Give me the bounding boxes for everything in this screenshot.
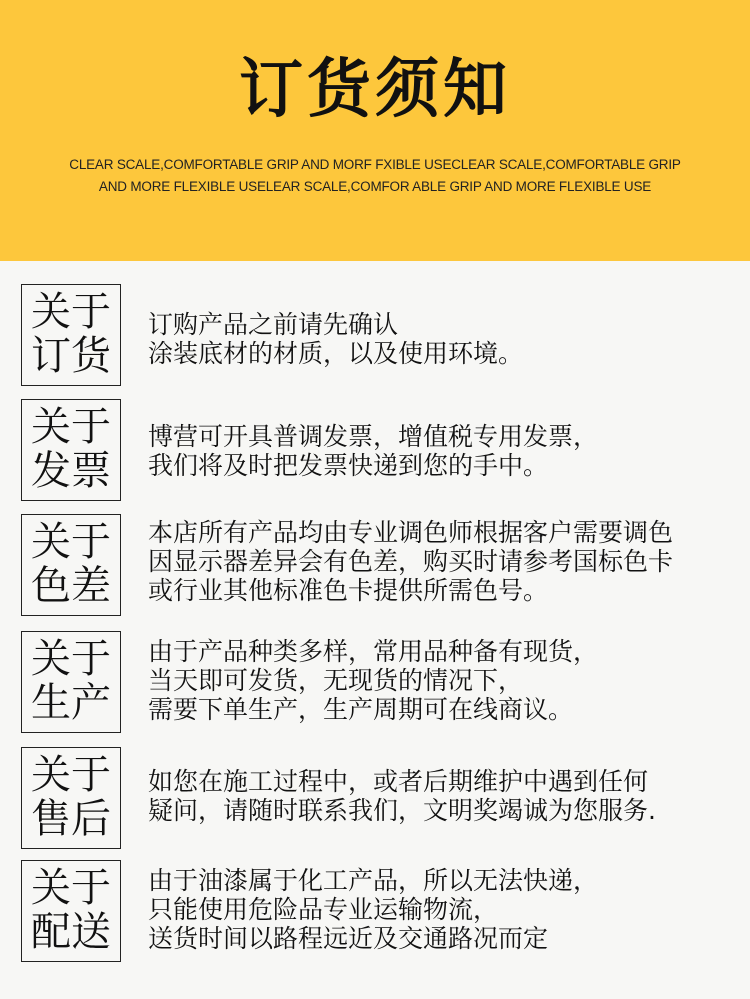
section-label-box [21,399,121,501]
description-line: 订购产品之前请先确认 [148,310,399,339]
section-label-line: 生产 [31,680,111,726]
subtitle-line: CLEAR SCALE,COMFORTABLE GRIP AND MORF FXIBLE USECLEAR SCALE,COMFORTABLE GRIP [69,157,681,172]
section-label-line: 色差 [31,563,111,609]
description-line: 送货时间以路程远近及交通路况而定 [148,924,549,953]
description-line: 由于产品种类多样，常用品种备有现货， [148,637,599,666]
page-title: 订货须知 [239,53,511,127]
section-label-line: 订货 [31,333,111,379]
description-line: 博营可开具普调发票，增值税专用发票， [148,422,599,451]
section-label-line: 关于 [31,752,111,798]
section-label-line: 关于 [31,636,111,682]
section-label-box [21,284,121,386]
section-label-line: 售后 [31,796,111,842]
section-label-box [21,514,121,616]
description-line: 如您在施工过程中，或者后期维护中遇到任何 [148,767,649,796]
description-line: 疑问，请随时联系我们，文明奖竭诚为您服务. [148,796,656,825]
section-description [148,518,748,605]
section-label-box [21,631,121,733]
section-description [148,310,748,368]
description-line: 涂装底材的材质，以及使用环境。 [148,339,524,368]
section-label-box [21,747,121,849]
section-description [148,422,748,480]
section-label-line: 关于 [31,404,111,450]
section-label-line: 关于 [31,865,111,911]
section-description [148,767,748,825]
section-label-line: 配送 [31,909,111,955]
subtitle-line: AND MORE FLEXIBLE USELEAR SCALE,COMFOR ABLE GRIP AND MORE FLEXIBLE USE [98,179,652,194]
description-line: 因显示器差异会有色差，购买时请参考国标色卡 [148,547,674,576]
section-label-line: 关于 [31,519,111,565]
section-label-line: 关于 [31,289,111,335]
description-line: 只能使用危险品专业运输物流， [148,895,499,924]
description-line: 或行业其他标准色卡提供所需色号。 [148,576,549,605]
description-line: 当天即可发货，无现货的情况下， [148,666,524,695]
description-line: 我们将及时把发票快递到您的手中。 [148,451,549,480]
section-label-line: 发票 [31,448,111,494]
section-description [148,637,748,724]
section-description [148,866,748,953]
description-line: 需要下单生产，生产周期可在线商议。 [148,695,574,724]
description-line: 本店所有产品均由专业调色师根据客户需要调色 [148,518,674,547]
description-line: 由于油漆属于化工产品，所以无法快递， [148,866,599,895]
section-label-box [21,860,121,962]
